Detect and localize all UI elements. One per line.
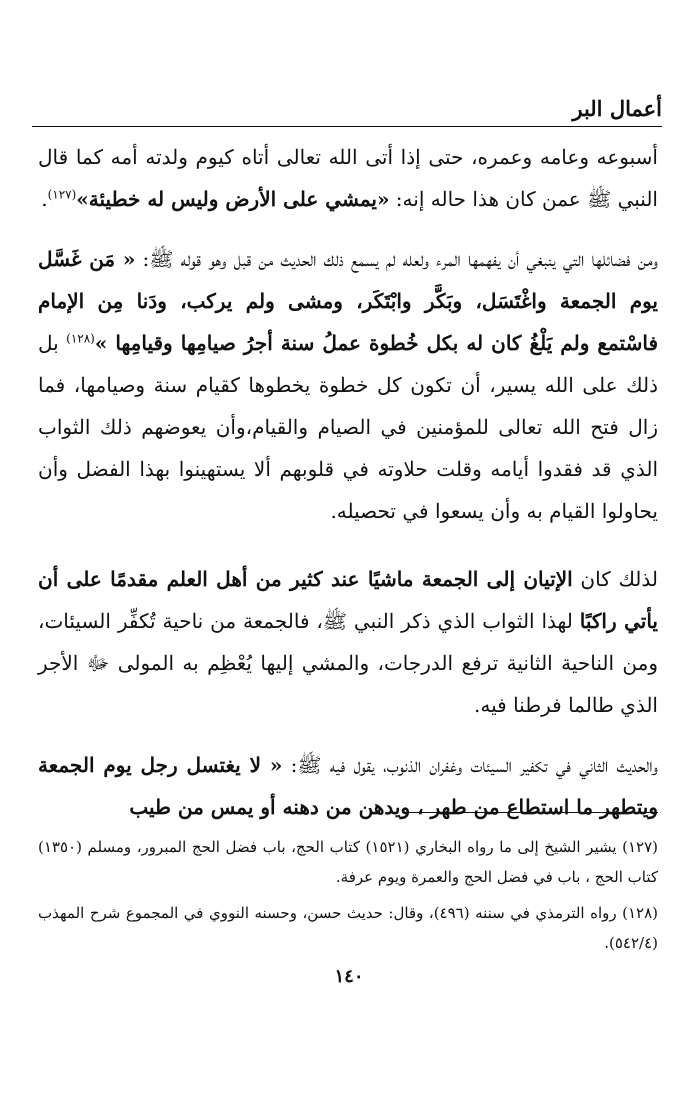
emphasized-statement: الإتيان إلى الجمعة ماشيًا عند كثير من أهل العلم مقدمًا على أن يأتي راكبًا	[38, 567, 658, 633]
main-text	[38, 136, 658, 828]
paragraph-1	[38, 136, 658, 220]
paragraph-3	[38, 558, 658, 726]
paragraph-1-text: أسبوعه وعامه وعمره، حتى إذا أتى الله تعالى أتاه كيوم ولدته أمه كما قال النبي ﷺ عمن كان هذا حاله إنه:	[38, 145, 658, 211]
footnotes	[38, 832, 658, 964]
paragraph-4	[38, 744, 658, 828]
spacer	[38, 532, 658, 558]
footnote-ref-127[interactable]: (١٢٧)	[47, 187, 77, 202]
spacer	[38, 726, 658, 744]
running-header	[32, 96, 662, 127]
spacer	[38, 220, 658, 238]
paragraph-1-end: .	[41, 187, 48, 211]
paragraph-2-text: بل ذلك على الله يسير، أن تكون كل خطوة يخطوها كقيام سنة وصيامها، فما زال فتح الله تعالى للمؤمنين في الصيام والقيام،وأن يعوضهم ذلك الثواب الذي قد فقدوا أيامه وقلت حلاوته في قلوبهم ألا يستهينوا بهذا الفضل وأن يحاولوا القيام به وأن يسعوا في تحصيله.	[38, 331, 658, 523]
paragraph-2-intro: ومن فضائلها التي ينبغي أن يفهمها المرء ولعله لم يسمع ذلك الحديث من قبل وهو قوله ﷺ:	[135, 247, 658, 271]
paragraph-3-intro: لذلك كان	[572, 567, 658, 591]
footnote-127: (١٢٧) يشير الشيخ إلى ما رواه البخاري (١٥٢١) كتاب الحج، باب فضل الحج المبرور، ومسلم (١٣٥٠) كتاب الحج ، باب في فضل الحج والعمرة ويوم عرفة.	[38, 838, 658, 886]
footnote-ref-128[interactable]: (١٢٨)	[66, 331, 95, 346]
footnote-128: (١٢٨) رواه الترمذي في سننه (٤٩٦)، وقال: حديث حسن، وحسنه النووي في المجموع شرح المهذب (٥٤٢/٤).	[38, 904, 658, 952]
hadith-quote-1: «يمشي على الأرض وليس له خطيئة»	[76, 187, 390, 211]
footnote-divider	[402, 812, 658, 813]
hadith-quote-2: « مَن غَسَّل يوم الجمعة واغْتَسَل، وبَكَّر وابْتَكَر، ومشى ولم يركب، ودَنا مِن الإمام فاسْتمع ولم يَلْغُ كان له بكل خُطوة عملُ سنة أجرُ صيامِها وقيامِها »	[38, 247, 659, 355]
page-number: ١٤٠	[334, 966, 364, 987]
paragraph-3-text: لهذا الثواب الذي ذكر النبي ﷺ، فالجمعة من ناحية تُكفِّر السيئات، ومن الناحية الثانية ترفع الدرجات، والمشي إليها يُعْظِم به المولى ﷻ الأجر الذي طالما فرطنا فيه.	[38, 609, 659, 717]
paragraph-2	[38, 238, 658, 532]
chapter-title: أعمال البر	[572, 96, 662, 121]
paragraph-4-intro: والحديث الثاني في تكفير السيئات وغفران الذنوب، يقول فيه ﷺ:	[282, 753, 658, 777]
hadith-quote-3: « لا يغتسل رجل يوم الجمعة ويتطهر ما استطاع من طهر ، ويدهن من دهنه أو يمس من طيب	[38, 753, 658, 819]
